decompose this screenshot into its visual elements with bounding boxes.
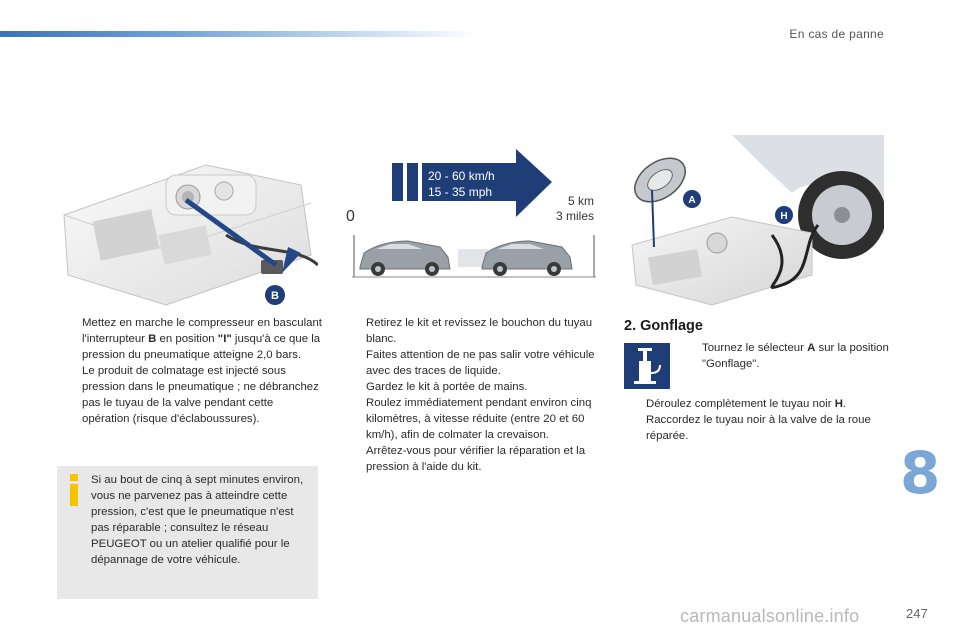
label-h: H [780, 211, 788, 222]
speed-kmh: 20 - 60 km/h [428, 169, 495, 183]
compressor-illustration [56, 145, 318, 308]
instruction-turn-selector: Tournez le sélecteur A sur la position "Gonflage". [702, 342, 889, 370]
header-accent-bar [0, 31, 480, 37]
distance-km: 5 km [568, 194, 595, 208]
instruction-remove-kit: Retirez le kit et revissez le bouchon du tuyau blanc. Faites attention de ne pas salir votre véhicule avec des traces de liquide. Gardez le kit à portée de mains. [366, 317, 595, 393]
watermark: carmanualsonline.info [680, 606, 860, 626]
distance-miles: 3 miles [556, 209, 595, 223]
start-zero: 0 [346, 208, 355, 225]
label-a: A [688, 195, 696, 206]
instruction-check-pressure: Arrêtez-vous pour vérifier la réparation et la pression à l'aide du kit. [366, 445, 586, 473]
chapter-number: 8 [900, 439, 941, 507]
section-heading-gonflage: 2. Gonflage [624, 318, 703, 334]
column-1 [60, 315, 322, 427]
info-icon [67, 472, 81, 508]
info-text: Si au bout de cinq à sept minutes environ, vous ne parvenez pas à atteindre cette pression, c'est que le pneumatique n'est pas réparable ; consultez le réseau PEUGEOT ou un atelier qualifié pour le dépannage de votre véhicule. [91, 474, 304, 566]
pump-icon [624, 343, 670, 389]
instruction-unroll-hose: Déroulez complètement le tuyau noir H. [646, 398, 847, 410]
page-number: 247 [906, 606, 928, 621]
inflate-illustration [622, 135, 884, 308]
column-3 [624, 318, 889, 458]
column-2 [344, 315, 604, 475]
drive-speed-illustration [342, 145, 604, 283]
instruction-compressor-start: Mettez en marche le compresseur en basculant l'interrupteur B en position "I" jusqu'à ce que la pression du pneumatique atteigne 2,0 bars. Le produit de colmatage est injecté sous pression dans le pneumatique ; ne débranchez pas le tuyau de la valve pendant cette opération (risque d'éclaboussures). [82, 317, 322, 425]
speed-mph: 15 - 35 mph [428, 185, 493, 199]
instruction-drive: Roulez immédiatement pendant environ cinq kilomètres, à vitesse réduite (entre 20 et 60 km/h), afin de colmater la crevaison. [366, 397, 592, 441]
info-box [57, 466, 318, 599]
instruction-connect-hose: Raccordez le tuyau noir à la valve de la roue réparée. [646, 414, 871, 442]
section-title: En cas de panne [789, 27, 884, 41]
label-b: B [271, 290, 279, 302]
